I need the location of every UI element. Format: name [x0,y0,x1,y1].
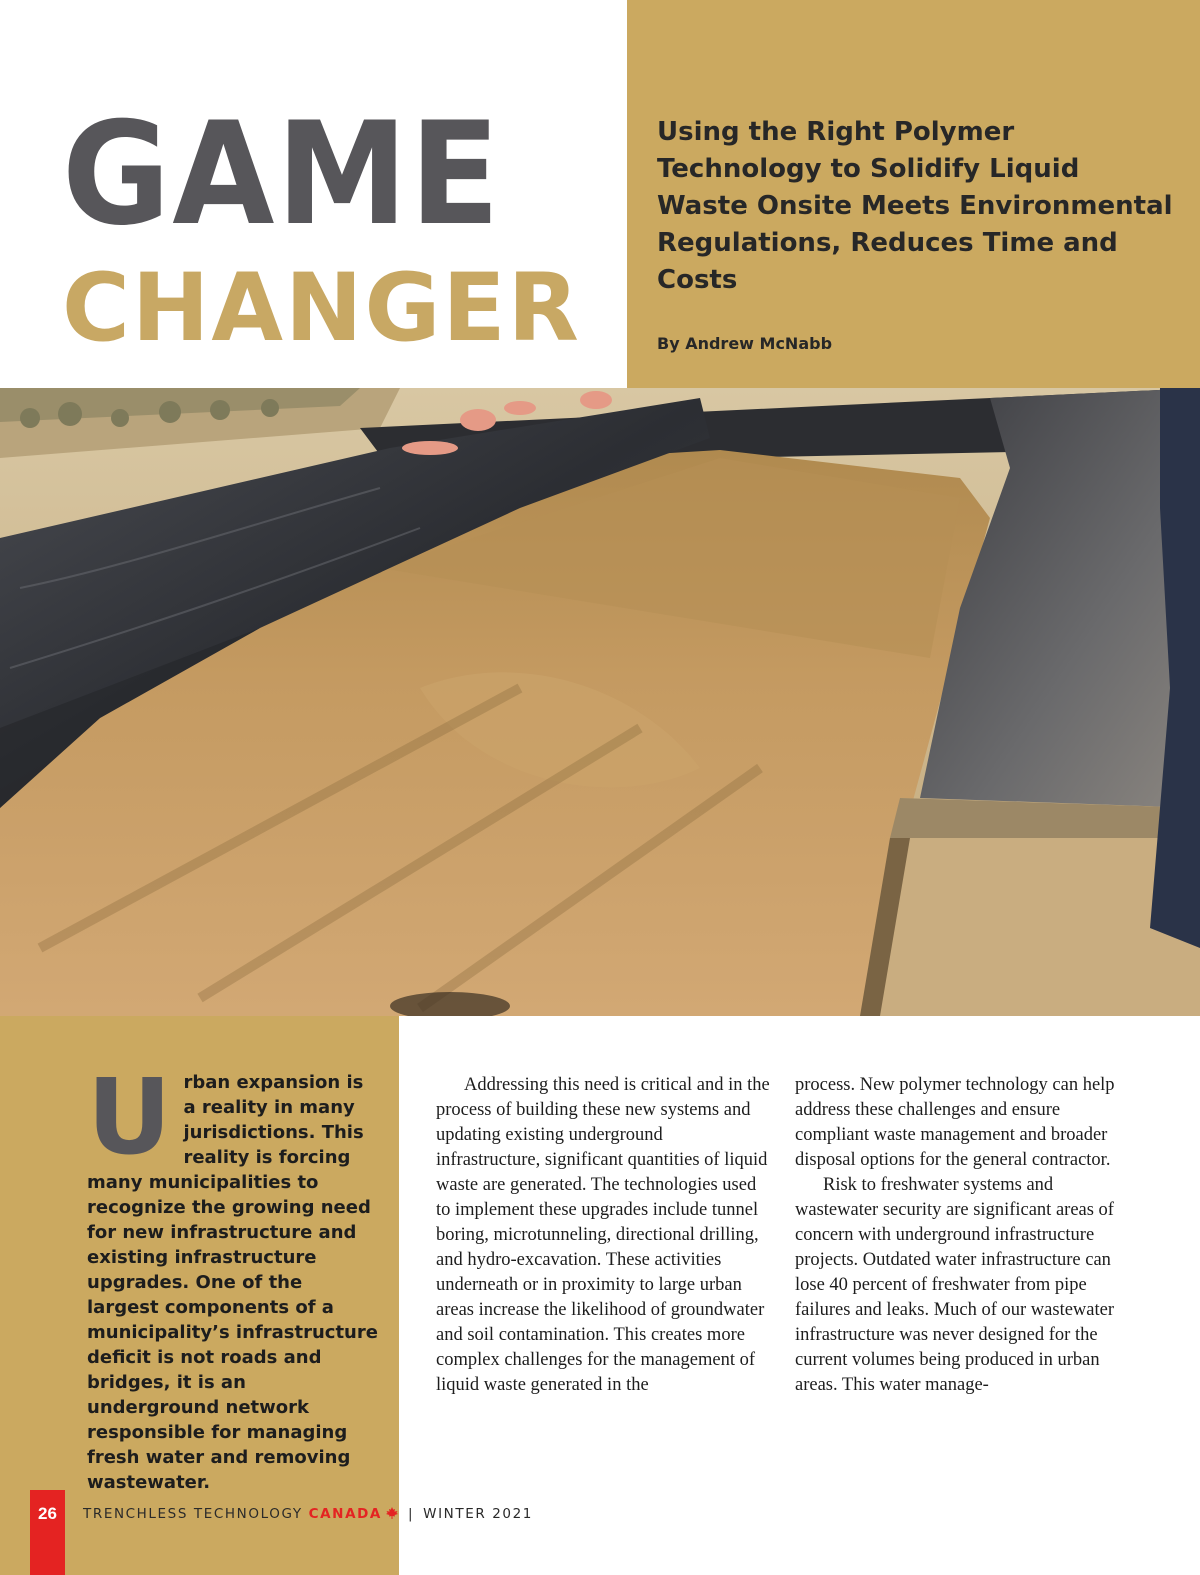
title-line-2: CHANGER [62,254,581,363]
footer-separator: | [407,1506,415,1522]
body-paragraph: Addressing this need is critical and in the process of building these new systems and updating existing underground infrastructure, significant quantities of liquid waste are generated. The technologies used to implement these upgrades include tunnel boring, microtunneling, directional drilling, and hydro-excavation. These activities underneath or in proximity to large urban areas increase the likelihood of groundwater and soil contamination. This creates more complex challenges for the management of liquid waste generated in the [436,1075,770,1395]
containment-pit-photo [0,388,1200,1016]
footer-publication [83,1506,533,1522]
body-paragraph: process. New polymer technology can help address these challenges and ensure compliant waste management and broader disposal options for the general contractor. [795,1075,1115,1170]
article-subtitle: Using the Right Polymer Technology to Solidify Liquid Waste Onsite Meets Environmental Regulations, Reduces Time and Costs [657,117,1173,295]
issue-date: WINTER 2021 [423,1506,533,1522]
body-paragraph: Risk to freshwater systems and wastewater security are significant areas of concern with underground infrastructure projects. Outdated water infrastructure can lose 40 percent of freshwater from pipe failures and leaks. Much of our wastewater infrastructure was never designed for the current volumes being produced in urban areas. This water manage- [795,1175,1115,1395]
hero-photo [0,388,1200,1016]
drop-cap: U [87,1056,172,1178]
title-block [0,0,627,388]
body-column-2 [795,1073,1129,1398]
page-number: 26 [38,1504,57,1523]
lead-paragraph [87,1056,379,1495]
page-number-tab [30,1490,65,1575]
deck-panel [627,0,1200,388]
maple-leaf-icon [386,1507,398,1519]
publication-accent: CANADA [308,1506,382,1522]
body-column-1 [436,1073,770,1398]
page-footer [0,1490,533,1575]
title-line-1: GAME [62,92,502,257]
lead-text: rban expansion is a reality in many jurisdictions. This reality is forcing many municipalities to recognize the growing need for new infrastructure and existing infrastructure upgrades. One of the largest components of a municipality’s infrastructure deficit is not roads and bridges, it is an underground network responsible for managing fresh water and removing wastewater. [87,1072,378,1493]
publication-name: TRENCHLESS TECHNOLOGY [83,1506,303,1522]
byline: By Andrew McNabb [657,334,833,353]
